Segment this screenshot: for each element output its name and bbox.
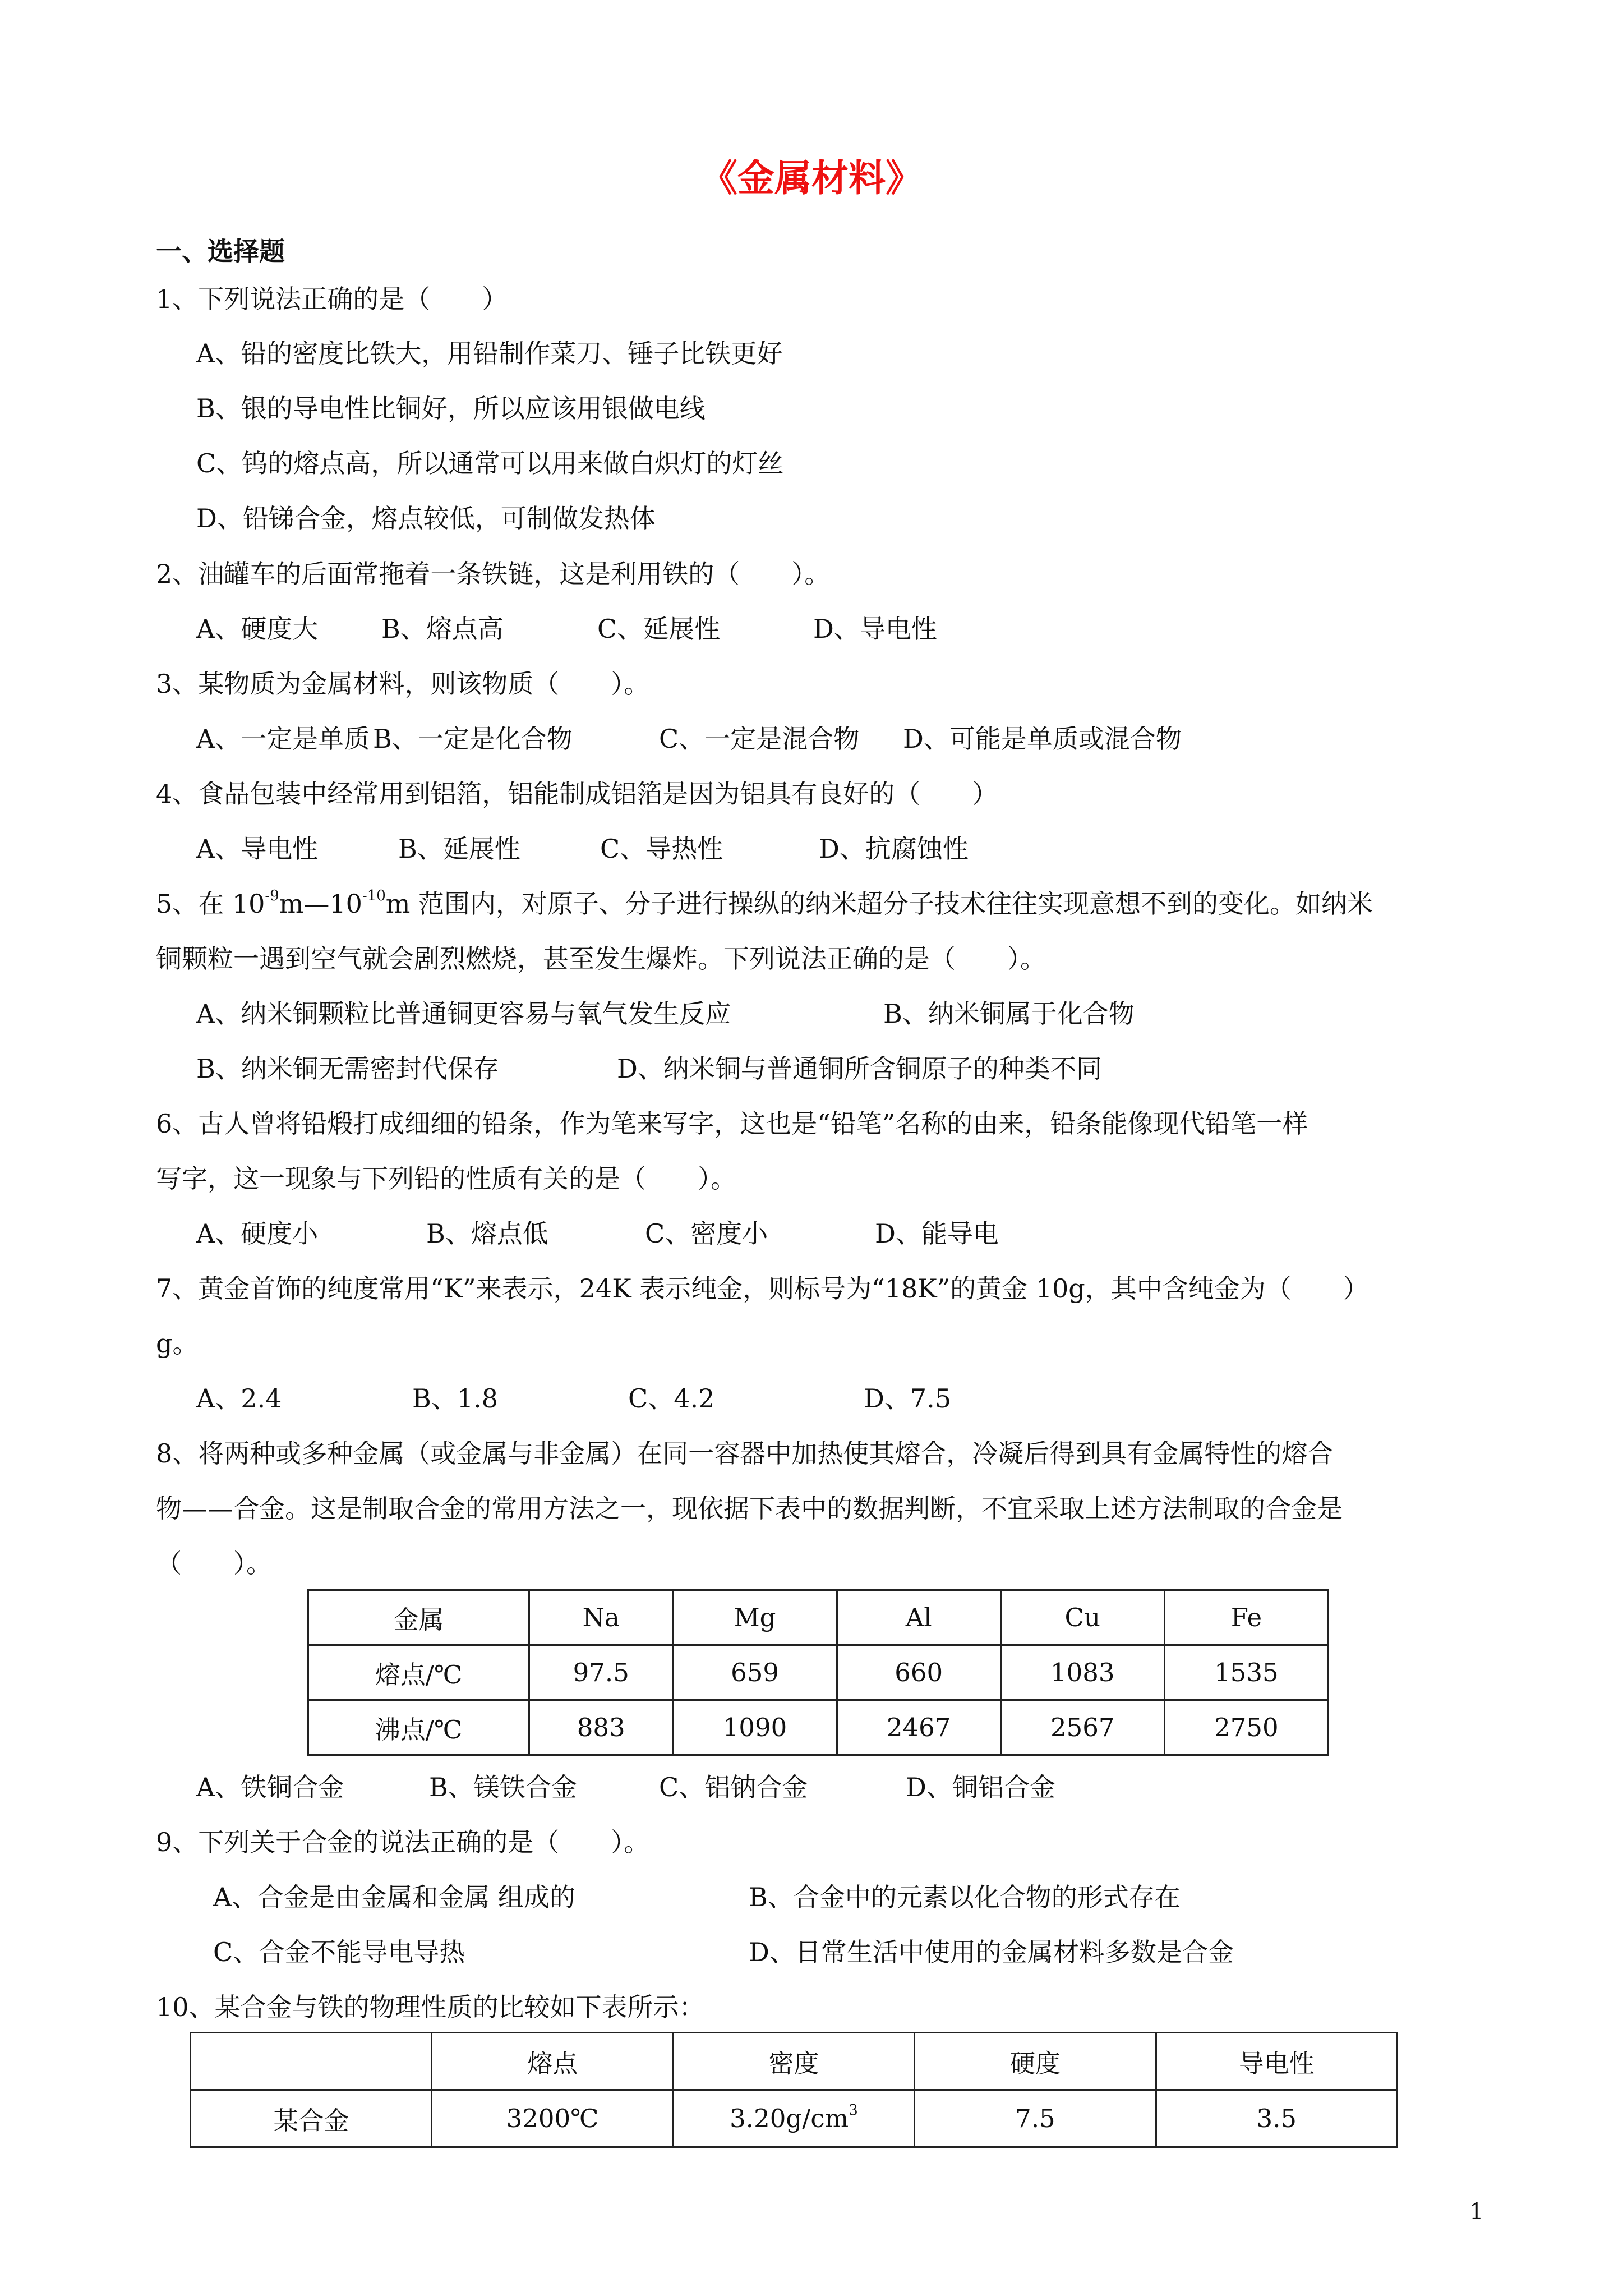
q10-header-cell: 密度 (673, 2033, 914, 2090)
q8-table-cell: 660 (837, 1645, 1000, 1700)
q1-option-d: D、铅锑合金，熔点较低，可制做发热体 (196, 503, 656, 533)
q8-table-cell: 1535 (1164, 1645, 1328, 1700)
q8-option-d: D、铜铝合金 (906, 1772, 1055, 1802)
q10-header-cell: 熔点 (432, 2033, 673, 2090)
q4-option-b: B、延展性 (398, 834, 520, 864)
q4-stem: 4、食品包装中经常用到铝箔，铝能制成铝箔是因为铝具有良好的（ ） (156, 779, 998, 809)
q5-stem (156, 887, 1373, 919)
q2-option-a: A、硬度大 (196, 614, 319, 644)
q8-stem-line3: （ ）。 (156, 1548, 272, 1579)
q1-stem: 1、下列说法正确的是（ ） (156, 284, 508, 314)
q10-header-cell (191, 2033, 432, 2090)
q3-stem: 3、某物质为金属材料，则该物质（ ）。 (156, 669, 650, 699)
q6-option-a: A、硬度小 (196, 1218, 319, 1249)
q4-option-c: C、导热性 (600, 834, 723, 864)
q3-option-d: D、可能是单质或混合物 (903, 724, 1182, 754)
q7-option-d: D、7.5 (864, 1383, 952, 1414)
q8-header-cell: Mg (673, 1590, 837, 1645)
q1-option-a: A、铅的密度比铁大，用铅制作菜刀、锤子比铁更好 (196, 338, 783, 369)
q6-option-c: C、密度小 (645, 1218, 768, 1249)
q10-density-value: 3.20g/cm (730, 2104, 849, 2133)
q8-metal-table (307, 1589, 1329, 1756)
q8-table-cell: 2467 (837, 1700, 1000, 1755)
q5-stem-line2: 铜颗粒一遇到空气就会剧烈燃烧，甚至发生爆炸。下列说法正确的是（ ）。 (156, 944, 1046, 974)
q10-density-exponent: 3 (849, 2102, 858, 2119)
q10-header-cell: 硬度 (915, 2033, 1156, 2090)
q8-option-a: A、铁铜合金 (196, 1772, 344, 1802)
q5-option-a: A、纳米铜颗粒比普通铜更容易与氧气发生反应 (196, 999, 731, 1029)
q8-table-row-melting (308, 1645, 1329, 1700)
q10-density-cell (673, 2090, 914, 2147)
q9-option-a: A、合金是由金属和金属 组成的 (213, 1882, 575, 1912)
q7-option-c: C、4.2 (628, 1383, 715, 1414)
q5-stem-pre: 5、在 10 (156, 889, 265, 919)
q8-table-cell: 2750 (1164, 1700, 1328, 1755)
q8-table-cell: 沸点/℃ (308, 1700, 529, 1755)
q7-option-a: A、2.4 (196, 1383, 282, 1414)
section-heading: 一、选择题 (156, 236, 285, 266)
q5-option-d: D、纳米铜与普通铜所含铜原子的种类不同 (617, 1053, 1102, 1084)
q9-option-d: D、日常生活中使用的金属材料多数是合金 (749, 1937, 1234, 1967)
q5-exponent-2: -10 (362, 887, 386, 904)
q6-option-d: D、能导电 (875, 1218, 999, 1249)
q6-stem-line2: 写字，这一现象与下列铅的性质有关的是（ ）。 (156, 1163, 736, 1194)
q8-table-cell: 2567 (1000, 1700, 1164, 1755)
q8-option-b: B、镁铁合金 (429, 1772, 577, 1802)
q8-table-header-row (308, 1590, 1329, 1645)
q10-table-header-row (191, 2033, 1398, 2090)
q3-option-b: B、一定是化合物 (373, 724, 573, 754)
q1-option-b: B、银的导电性比铜好，所以应该用银做电线 (196, 393, 706, 424)
q6-option-b: B、熔点低 (426, 1218, 548, 1249)
q5-exponent-1: -9 (265, 887, 279, 904)
q8-header-cell: Al (837, 1590, 1000, 1645)
q10-property-table (190, 2032, 1398, 2148)
q8-table-row-boiling (308, 1700, 1329, 1755)
q2-option-b: B、熔点高 (381, 614, 504, 644)
q6-stem: 6、古人曾将铅煅打成细细的铅条，作为笔来写字，这也是“铅笔”名称的由来，铅条能像现代铅笔一样 (156, 1108, 1308, 1139)
q4-option-a: A、导电性 (196, 834, 319, 864)
q5-stem-post: m 范围内，对原子、分子进行操纵的纳米超分子技术往往实现意想不到的变化。如纳米 (385, 889, 1373, 919)
q10-melting-cell: 3200℃ (432, 2090, 673, 2147)
q2-stem: 2、油罐车的后面常拖着一条铁链，这是利用铁的（ ）。 (156, 559, 831, 589)
q8-table-cell: 熔点/℃ (308, 1645, 529, 1700)
q7-option-b: B、1.8 (412, 1383, 498, 1414)
q10-header-cell: 导电性 (1156, 2033, 1397, 2090)
q5-option-b: B、纳米铜属于化合物 (883, 999, 1135, 1029)
q7-stem-line2: g。 (156, 1328, 199, 1359)
q7-stem: 7、黄金首饰的纯度常用“K”来表示，24K 表示纯金，则标号为“18K”的黄金 10g，其中含纯金为（ ） (156, 1273, 1369, 1304)
q5-stem-mid: m—10 (279, 889, 362, 919)
q8-table-cell: 1083 (1000, 1645, 1164, 1700)
q1-option-c: C、钨的熔点高，所以通常可以用来做白炽灯的灯丝 (196, 448, 784, 478)
q10-stem: 10、某合金与铁的物理性质的比较如下表所示： (156, 1992, 705, 2022)
q10-conductivity-cell: 3.5 (1156, 2090, 1397, 2147)
q9-option-c: C、合金不能导电导热 (213, 1937, 465, 1967)
q10-table-row-alloy (191, 2090, 1398, 2147)
q8-header-cell: 金属 (308, 1590, 529, 1645)
q8-header-cell: Na (529, 1590, 673, 1645)
q2-option-c: C、延展性 (597, 614, 721, 644)
q8-stem-line2: 物——合金。这是制取合金的常用方法之一，现依据下表中的数据判断，不宜采取上述方法制取的合金是 (156, 1493, 1343, 1524)
q8-table-cell: 883 (529, 1700, 673, 1755)
q3-option-c: C、一定是混合物 (659, 724, 860, 754)
q8-header-cell: Cu (1000, 1590, 1164, 1645)
document-title: 《金属材料》 (700, 157, 923, 200)
q8-table-cell: 659 (673, 1645, 837, 1700)
q9-stem: 9、下列关于合金的说法正确的是（ ）。 (156, 1827, 650, 1857)
q5-option-c: B、纳米铜无需密封代保存 (196, 1053, 499, 1084)
q8-table-cell: 97.5 (529, 1645, 673, 1700)
q10-row-label: 某合金 (191, 2090, 432, 2147)
q8-header-cell: Fe (1164, 1590, 1328, 1645)
q2-option-d: D、导电性 (813, 614, 937, 644)
q8-option-c: C、铝钠合金 (659, 1772, 808, 1802)
q10-hardness-cell: 7.5 (915, 2090, 1156, 2147)
q9-option-b: B、合金中的元素以化合物的形式存在 (749, 1882, 1181, 1912)
q8-table-cell: 1090 (673, 1700, 837, 1755)
page-number: 1 (1469, 2199, 1484, 2225)
q4-option-d: D、抗腐蚀性 (819, 834, 969, 864)
q8-stem: 8、将两种或多种金属（或金属与非金属）在同一容器中加热使其熔合，冷凝后得到具有金属特性的熔合 (156, 1438, 1334, 1469)
q3-option-a: A、一定是单质 (196, 724, 370, 754)
